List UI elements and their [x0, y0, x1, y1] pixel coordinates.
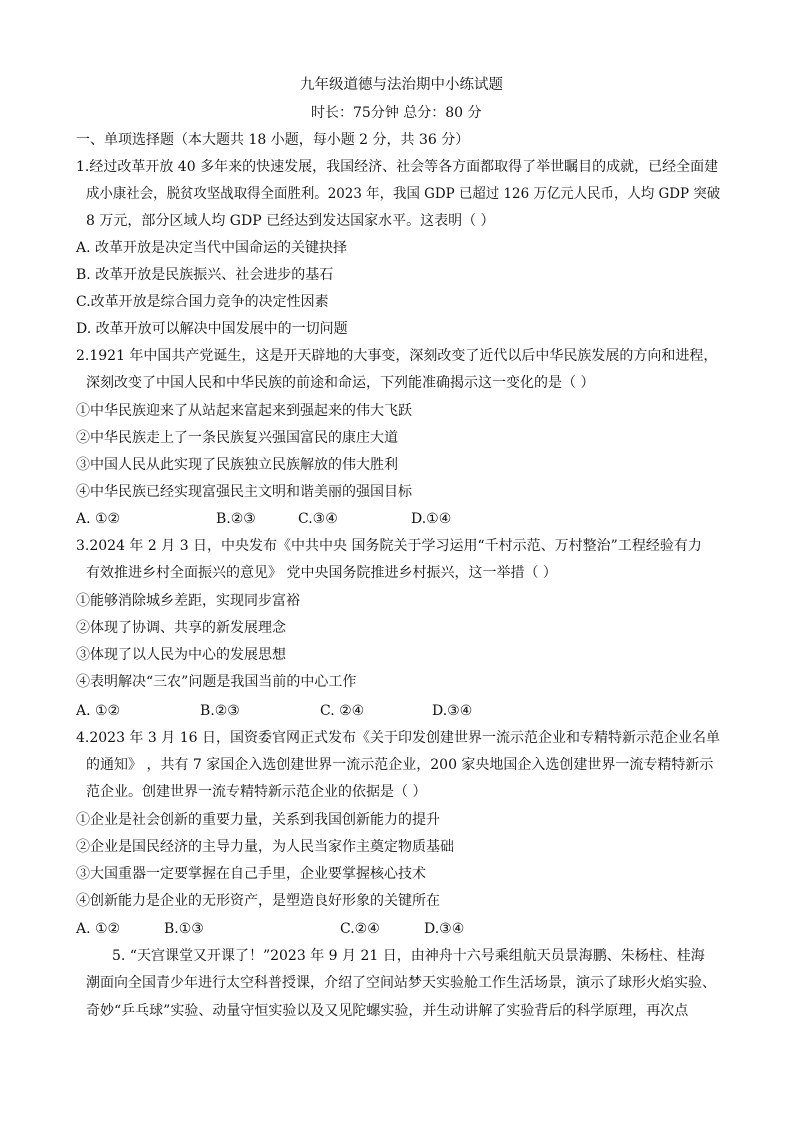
- q4-choices: [76, 920, 676, 938]
- q2-choice-d: D.①④: [411, 511, 452, 527]
- q4-stem-line-3: 范企业。创建世界一流专精特新示范企业的依据是（ ）: [86, 784, 427, 800]
- q2-statement-3: ③中国人民从此实现了民族独立民族解放的伟大胜利: [76, 457, 398, 473]
- q3-choice-d: D.③④: [432, 703, 473, 719]
- section-heading: 一、单项选择题（本大题共 18 小题，每小题 2 分，共 36 分）: [76, 132, 470, 148]
- q3-choices: [76, 702, 676, 720]
- exam-title: 九年级道德与法治期中小练试题: [300, 77, 503, 93]
- q4-choice-b: B.①③: [164, 921, 204, 937]
- q4-statement-1: ①企业是社会创新的重要力量，关系到我国创新能力的提升: [76, 812, 440, 828]
- q3-stem-line-2: 有效推进乡村全面振兴的意见》 党中央国务院推进乡村振兴，这一举措（ ）: [86, 565, 557, 581]
- q5-stem-line-3: 奇妙“乒乓球”实验、动量守恒实验以及又见陀螺实验，并生动讲解了实验背后的科学原理，再次点: [86, 1003, 689, 1019]
- q2-statement-4: ④中华民族已经实现富强民主文明和谐美丽的强国目标: [76, 484, 412, 500]
- q3-statement-4: ④表明解决“三农”问题是我国当前的中心工作: [76, 674, 357, 690]
- q4-statement-3: ③大国重器一定要掌握在自己手里，企业要掌握核心技术: [76, 866, 426, 882]
- q4-statement-4: ④创新能力是企业的无形资产，是塑造良好形象的关键所在: [76, 893, 440, 909]
- exam-meta: 时长：75分钟 总分：80 分: [311, 105, 482, 121]
- q2-stem-line-2: 深刻改变了中国人民和中华民族的前途和命运，下列能准确揭示这一变化的是（ ）: [86, 375, 595, 391]
- q2-statement-1: ①中华民族迎来了从站起来富起来到强起来的伟大飞跃: [76, 403, 412, 419]
- q1-stem-line-3: 8 万元，部分区域人均 GDP 已经达到发达国家水平。这表明（ ）: [86, 213, 495, 229]
- q1-option-a: A. 改革开放是决定当代中国命运的关键抉择: [76, 240, 348, 256]
- q2-choice-b: B.②③: [216, 511, 256, 527]
- q3-choice-c: C. ②④: [320, 703, 365, 719]
- q2-choices: [76, 510, 676, 528]
- q4-statement-2: ②企业是国民经济的主导力量，为人民当家作主奠定物质基础: [76, 839, 454, 855]
- q3-stem-line-1: 3.2024 年 2 月 3 日，中央发布《中共中央 国务院关于学习运用“千村示范、万村整治”工程经验有力: [76, 538, 702, 554]
- q3-statement-1: ①能够消除城乡差距，实现同步富裕: [76, 593, 300, 609]
- q3-choice-b: B.②③: [200, 703, 240, 719]
- q4-stem-line-1: 4.2023 年 3 月 16 日，国资委官网正式发布《关于印发创建世界一流示范企业和专精特新示范企业名单: [76, 730, 720, 746]
- q1-stem-line-2: 成小康社会，脱贫攻坚战取得全面胜利。2023 年，我国 GDP 已超过 126 万亿元人民币，人均 GDP 突破: [86, 186, 721, 202]
- q4-choice-c: C.②④: [340, 921, 380, 937]
- q2-choice-a: A. ①②: [76, 511, 121, 527]
- q5-stem-line-2: 潮面向全国青少年进行太空科普授课，介绍了空间站梦天实验舱工作生活场景，演示了球形火焰实验、: [86, 975, 716, 991]
- q5-stem-line-1: 5. “天宫课堂又开课了！”2023 年 9 月 21 日，由神舟十六号乘组航天员景海鹏、朱杨柱、桂海: [112, 948, 705, 964]
- q1-stem-line-1: 1.经过改革开放 40 多年来的快速发展，我国经济、社会等各方面都取得了举世瞩目的成就，已经全面建: [76, 159, 719, 175]
- q4-choice-d: D.③④: [424, 921, 465, 937]
- q1-option-b: B. 改革开放是民族振兴、社会进步的基石: [76, 267, 334, 283]
- q3-choice-a: A. ①②: [76, 703, 121, 719]
- q2-stem-line-1: 2.1921 年中国共产党诞生，这是开天辟地的大事变，深刻改变了近代以后中华民族发展的方向和进程，: [76, 348, 718, 364]
- q1-option-d: D. 改革开放可以解决中国发展中的一切问题: [76, 321, 348, 337]
- q2-choice-c: C.③④: [298, 511, 338, 527]
- q3-statement-3: ③体现了以人民为中心的发展思想: [76, 647, 286, 663]
- q4-choice-a: A. ①②: [76, 921, 121, 937]
- q1-option-c: C.改革开放是综合国力竞争的决定性因素: [76, 294, 329, 310]
- q2-statement-2: ②中华民族走上了一条民族复兴强国富民的康庄大道: [76, 430, 398, 446]
- q3-statement-2: ②体现了协调、共享的新发展理念: [76, 620, 286, 636]
- q4-stem-line-2: 的通知》 ，共有 7 家国企入选创建世界一流示范企业，200 家央地国企入选创建世界一流专精特新示: [86, 757, 714, 773]
